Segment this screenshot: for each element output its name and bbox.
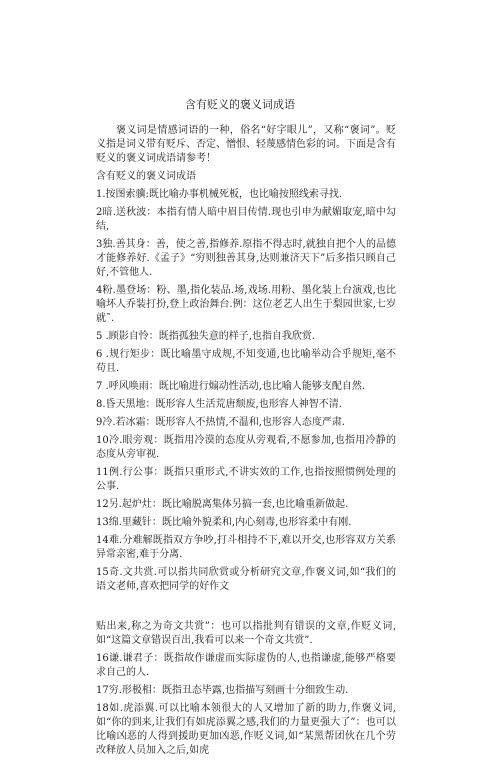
list-heading: 含有贬义的褒义词成语 bbox=[96, 171, 196, 182]
intro-paragraph: 褒义词是情感词语的一种，俗名“好字眼儿”，又称“褒词”。贬义指是词义带有贬斥、否定、憎恨、轻蔑感情色彩的词。下面是含有贬义的褒义词成语请参考！ bbox=[96, 125, 396, 164]
list-item: 7 .呼风唤雨：既比喻进行煽动性活动,也比喻人能够支配自然. bbox=[96, 381, 366, 392]
list-item: 14难.分难解既指双方争吵,打斗相持不下,难以开交,也形容双方关系异常亲密,难于分离. bbox=[96, 535, 396, 560]
list-item: 3独.善其身：善，使之善,指修养.原指不得志时,就独自把个人的品德才能修养好.《孟子》“穷则独善其身,达则兼济天下”后多指只顾自己好,不管他人. bbox=[96, 239, 396, 278]
list-item: 15奇.文共赏.可以指共同欣赏或分析研究文章,作褒义词,如“我们的语文老师,喜欢把同学的好作文 bbox=[96, 567, 396, 592]
list-item: 6 .规行矩步：既比喻墨守成规,不知变通,也比喻举动合乎规矩,毫不苟且. bbox=[96, 349, 396, 374]
list-item: 11例.行公事：既指只重形式,不讲实效的工作,也指按照惯例处理的公事. bbox=[96, 467, 396, 492]
list-item: 18如.虎添翼.可以比喻本领很大的人又增加了新的助力,作褒义词,如“你的到来,让我们有如虎添翼之感,我们的力量更强大了”：也可以比喻凶恶的人得到援助更加凶恶,作贬义词,如“某黑帮团伙在几个劳改释放人员加入之后,如虎 bbox=[96, 703, 396, 756]
list-item: 贴出来,称之为奇文共赏”：也可以指批判有错误的文章,作贬义词,如“这篇文章错误百出,我看可以来一个奇文共赏”. bbox=[96, 621, 396, 646]
list-item: 10冷.眼旁观：既指用冷漠的态度从旁观看,不愿参加,也指用冷静的态度从旁审视. bbox=[96, 435, 396, 460]
document-title: 含有贬义的褒义词成语 bbox=[185, 98, 295, 111]
list-item: 13绵.里藏针：既比喻外貌柔和,内心刻毒,也形容柔中有刚. bbox=[96, 517, 352, 528]
list-item: 17穷.形极相：既指丑态毕露,也指描写刻画十分细致生动. bbox=[96, 685, 349, 696]
list-item: 5 .顾影自怜：既指孤独失意的样子,也指自我欣赏. bbox=[96, 331, 316, 342]
list-item: 8.昏天黑地：既形容人生活荒唐颓废,也形容人神智不清. bbox=[96, 399, 342, 410]
list-item: 9冷.若冰霜：既形容人不热情,不温和,也形容人态度严肃. bbox=[96, 417, 346, 428]
list-item: 16谦.谦君子：既指故作谦虚而实际虚伪的人,也指谦虚,能够严格要求自己的人. bbox=[96, 653, 396, 678]
list-item: 1.按图索骥:既比喻办事机械死板，也比喻按照线索寻找. bbox=[96, 189, 343, 200]
page-gap bbox=[96, 598, 396, 620]
list-item: 2暗.送秋波：本指有情人暗中眉目传情.现也引申为献媚取宠,暗中勾结, bbox=[96, 207, 396, 232]
list-item: 4粉.墨登场：粉、墨,指化装品.场,戏场.用粉、墨化装上台演戏,也比喻坏人乔装打扮,登上政治舞台.例：这位老艺人出生于梨园世家,七岁就˜. bbox=[96, 285, 396, 324]
idiom-list bbox=[96, 188, 396, 758]
document-body bbox=[96, 124, 396, 762]
list-item: 12另.起炉灶：既比喻脱离集体另搞一套,也比喻重新做起. bbox=[96, 499, 349, 510]
